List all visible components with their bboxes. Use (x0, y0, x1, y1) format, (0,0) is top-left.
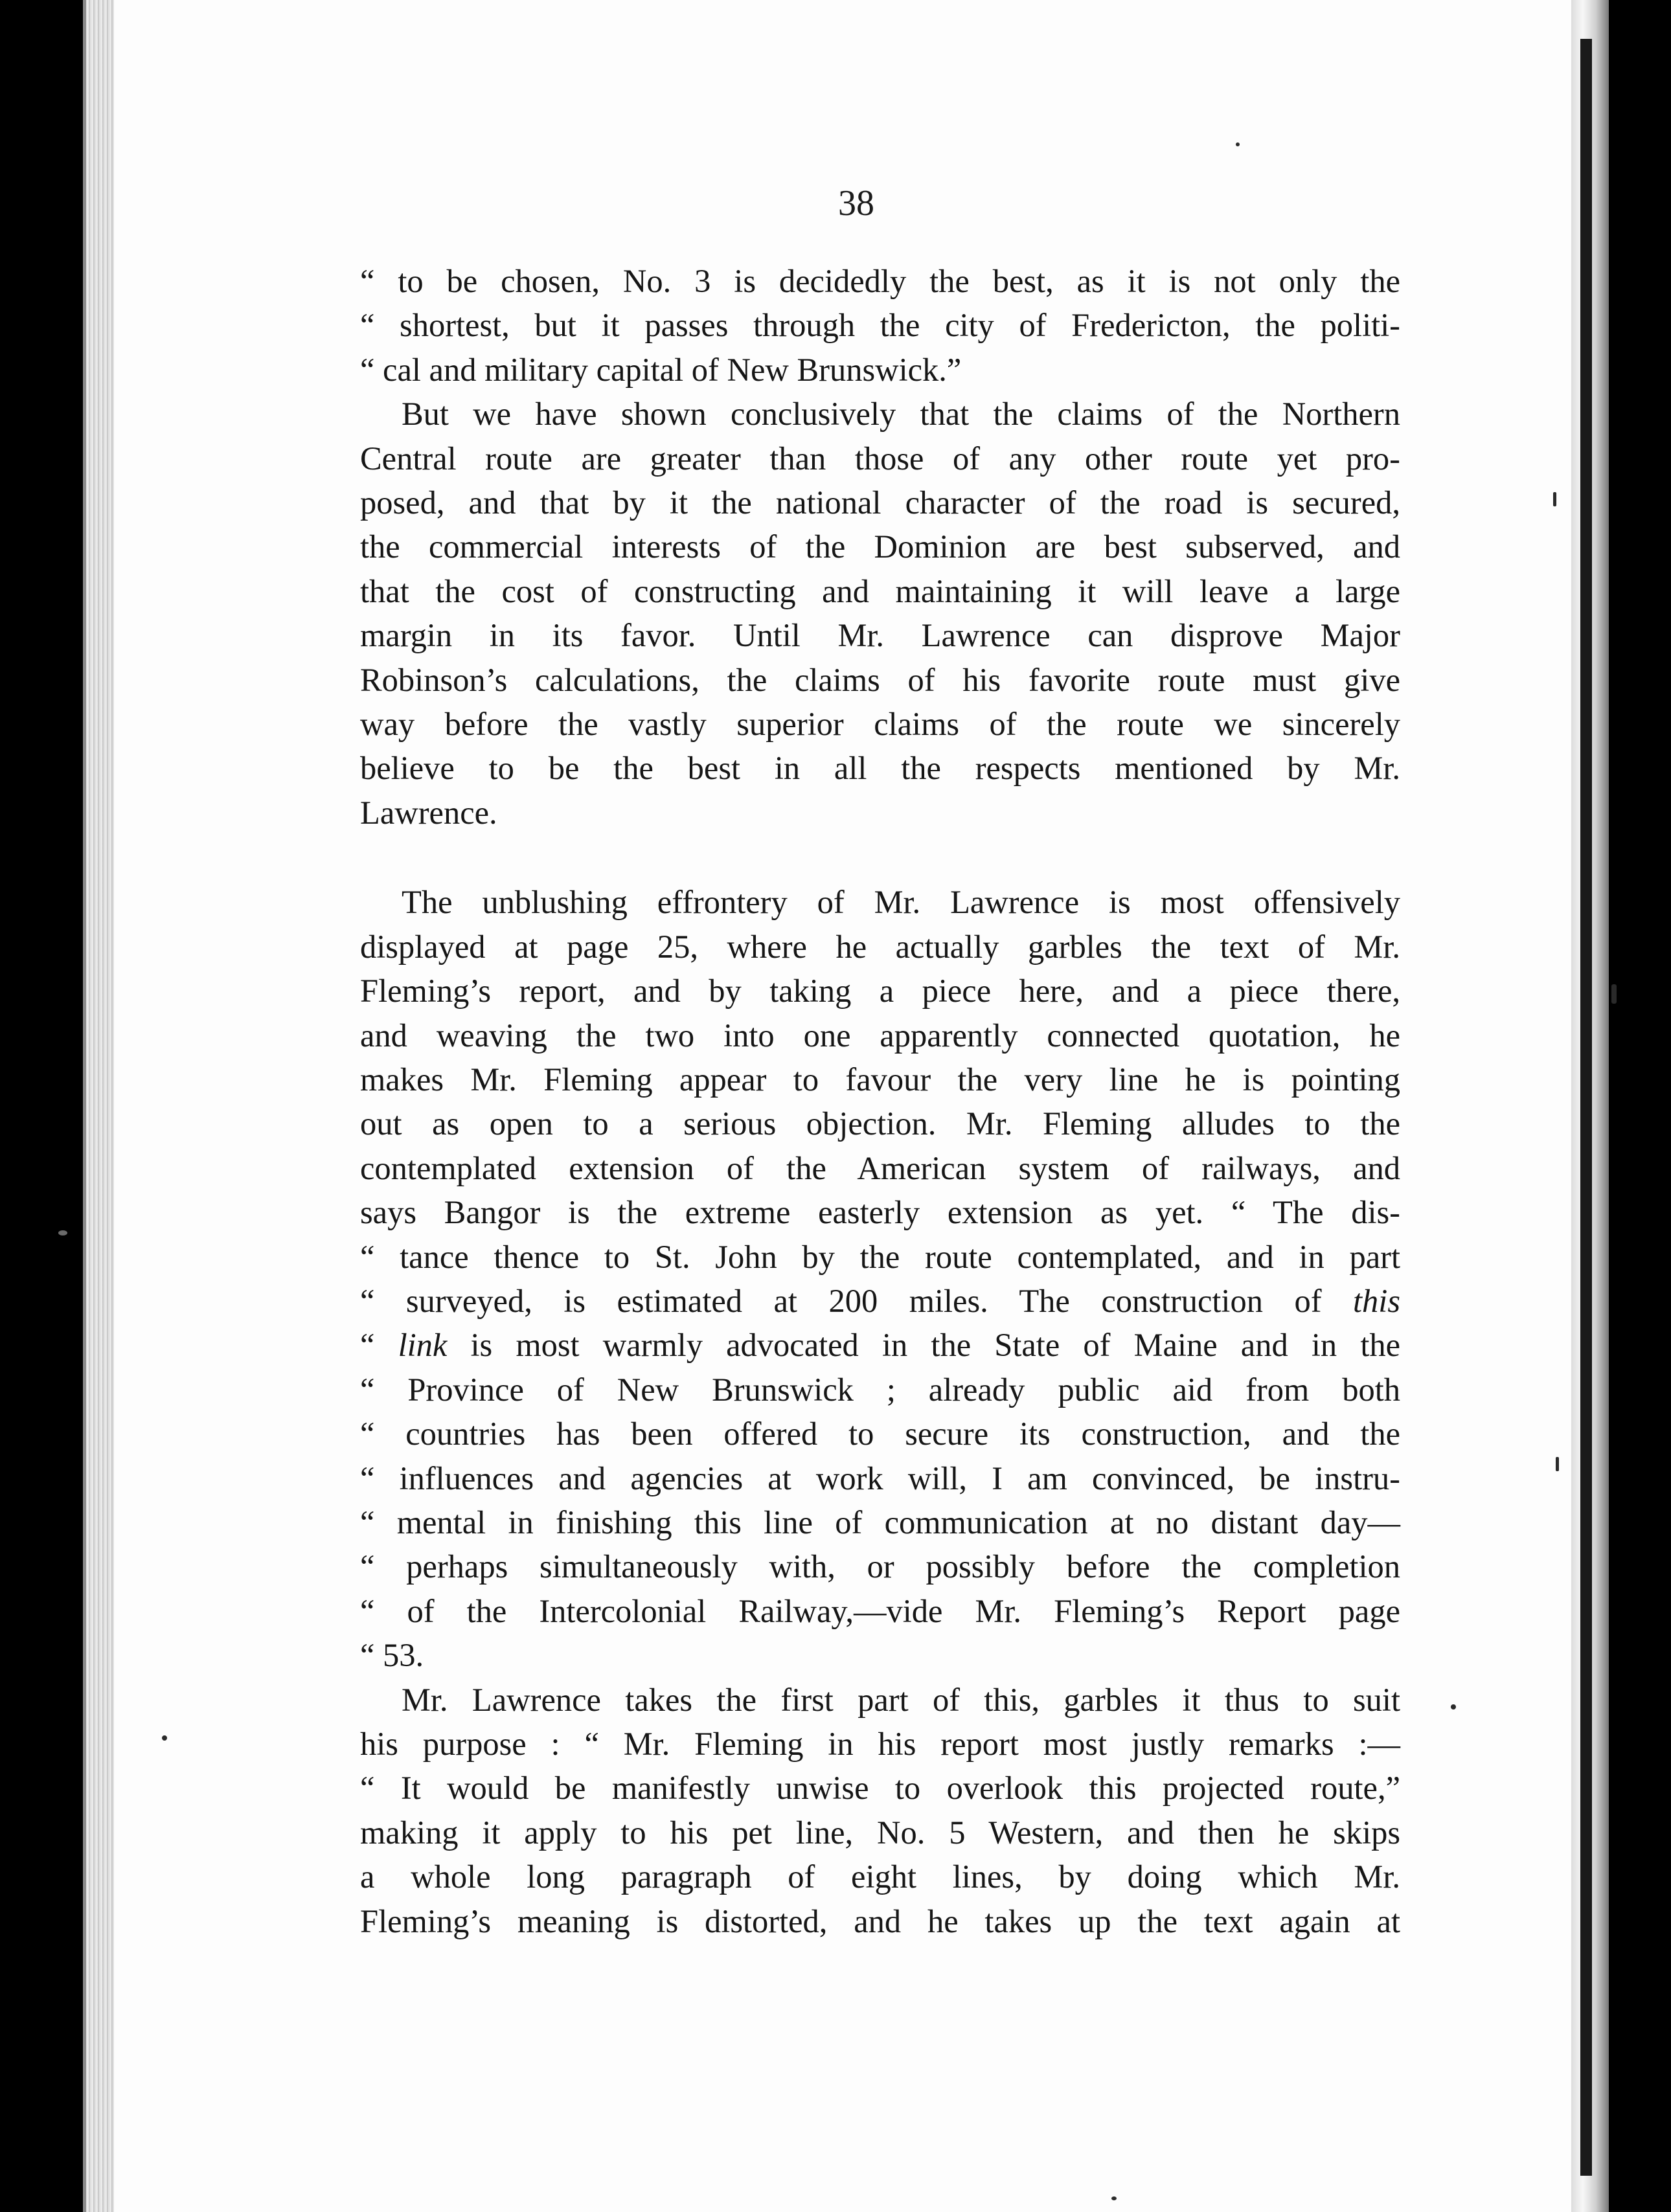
text-line: “ to be chosen, No. 3 is decidedly the best, as it is not only the (360, 263, 1400, 299)
text-line: Mr. Lawrence takes the first part of this, garbles it thus to suit (402, 1681, 1400, 1718)
scan-speck (1111, 2196, 1117, 2200)
book-page-edges (83, 0, 119, 2212)
text-line: displayed at page 25, where he actually garbles the text of Mr. (360, 928, 1400, 965)
body-text (360, 259, 1400, 1943)
text-line: Fleming’s meaning is distorted, and he takes up the text again at (360, 1902, 1400, 1939)
text-line: “ tance thence to St. John by the route contemplated, and in part (360, 1238, 1400, 1275)
text-line: “ 53. (360, 1637, 424, 1674)
text-line: Fleming’s report, and by taking a piece here, and a piece there, (360, 973, 1400, 1010)
text-line: contemplated extension of the American system of railways, and (360, 1149, 1400, 1186)
text-line: making it apply to his pet line, No. 5 Western, and then he skips (360, 1814, 1400, 1851)
scan-speck (1451, 1704, 1456, 1710)
text-line: believe to be the best in all the respects mentioned by Mr. (360, 750, 1400, 787)
text-line: “ shortest, but it passes through the city of Fredericton, the politi- (360, 307, 1400, 344)
text-line: Lawrence. (360, 794, 497, 831)
italic-word: this (1353, 1282, 1400, 1319)
scan-speck (1553, 492, 1556, 506)
scan-speck (1556, 1457, 1559, 1471)
text-line: “ Province of New Brunswick ; already public aid from both (360, 1371, 1400, 1408)
text-line: “ of the Intercolonial Railway,—vide Mr. Fleming’s Report page (360, 1592, 1400, 1629)
text-line: “ perhaps simultaneously with, or possibly before the completion (360, 1548, 1400, 1585)
scan-speck (58, 1230, 67, 1236)
text-line: out as open to a serious objection. Mr. Fleming alludes to the (360, 1105, 1400, 1142)
text-line (360, 1279, 1400, 1323)
paragraph-gap (360, 835, 1400, 880)
text-line: says Bangor is the extreme easterly extension as yet. “ The dis- (360, 1194, 1400, 1231)
text-line: a whole long paragraph of eight lines, by doing which Mr. (360, 1858, 1400, 1895)
paragraph-garbles (360, 1678, 1400, 1943)
text-fragment: is most warmly advocated in the State of Maine and in the (470, 1327, 1401, 1364)
text-line: margin in its favor. Until Mr. Lawrence can disprove Major (360, 617, 1400, 654)
paragraph-effrontery (360, 880, 1400, 1677)
gutter-shadow (1580, 39, 1592, 2176)
paragraph-northern-central (360, 392, 1400, 835)
text-line: makes Mr. Fleming appear to favour the very line he is pointing (360, 1061, 1400, 1098)
text-line: Robinson’s calculations, the claims of his favorite route must give (360, 661, 1400, 698)
text-line: “ countries has been offered to secure its construction, and the (360, 1416, 1400, 1452)
text-line: “ cal and military capital of New Brunswick.” (360, 351, 962, 388)
text-line: But we have shown conclusively that the claims of the Northern (402, 396, 1400, 433)
scan-speck (162, 1735, 167, 1741)
text-line: way before the vastly superior claims of the route we sincerely (360, 706, 1400, 743)
text-line: “ link is most warmly advocated in the State of Maine and in the (360, 1327, 1401, 1364)
text-line: Central route are greater than those of any other route yet pro- (360, 440, 1400, 477)
page-number: 38 (838, 183, 874, 223)
scan-speck (1236, 142, 1240, 146)
text-line: the commercial interests of the Dominion are best subserved, and (360, 528, 1400, 565)
text-line: and weaving the two into one apparently connected quotation, he (360, 1017, 1400, 1054)
italic-word: link (398, 1327, 448, 1364)
text-line: “ influences and agencies at work will, I am convinced, be instru- (360, 1460, 1400, 1496)
text-line: “ mental in finishing this line of communication at no distant day— (360, 1504, 1400, 1541)
scan-speck (1611, 984, 1617, 1004)
text-line: that the cost of constructing and maintaining it will leave a large (360, 572, 1400, 609)
text-line: posed, and that by it the national character of the road is secured, (360, 484, 1400, 521)
text-line: The unblushing effrontery of Mr. Lawrence is most offensively (402, 884, 1400, 921)
text-line: “ It would be manifestly unwise to overlook this projected route,” (360, 1770, 1400, 1807)
text-fragment: “ surveyed, is estimated at 200 miles. The construction of (360, 1282, 1322, 1319)
paragraph-quote-continuation (360, 259, 1400, 392)
text-line: his purpose : “ Mr. Fleming in his report most justly remarks :— (360, 1726, 1400, 1762)
